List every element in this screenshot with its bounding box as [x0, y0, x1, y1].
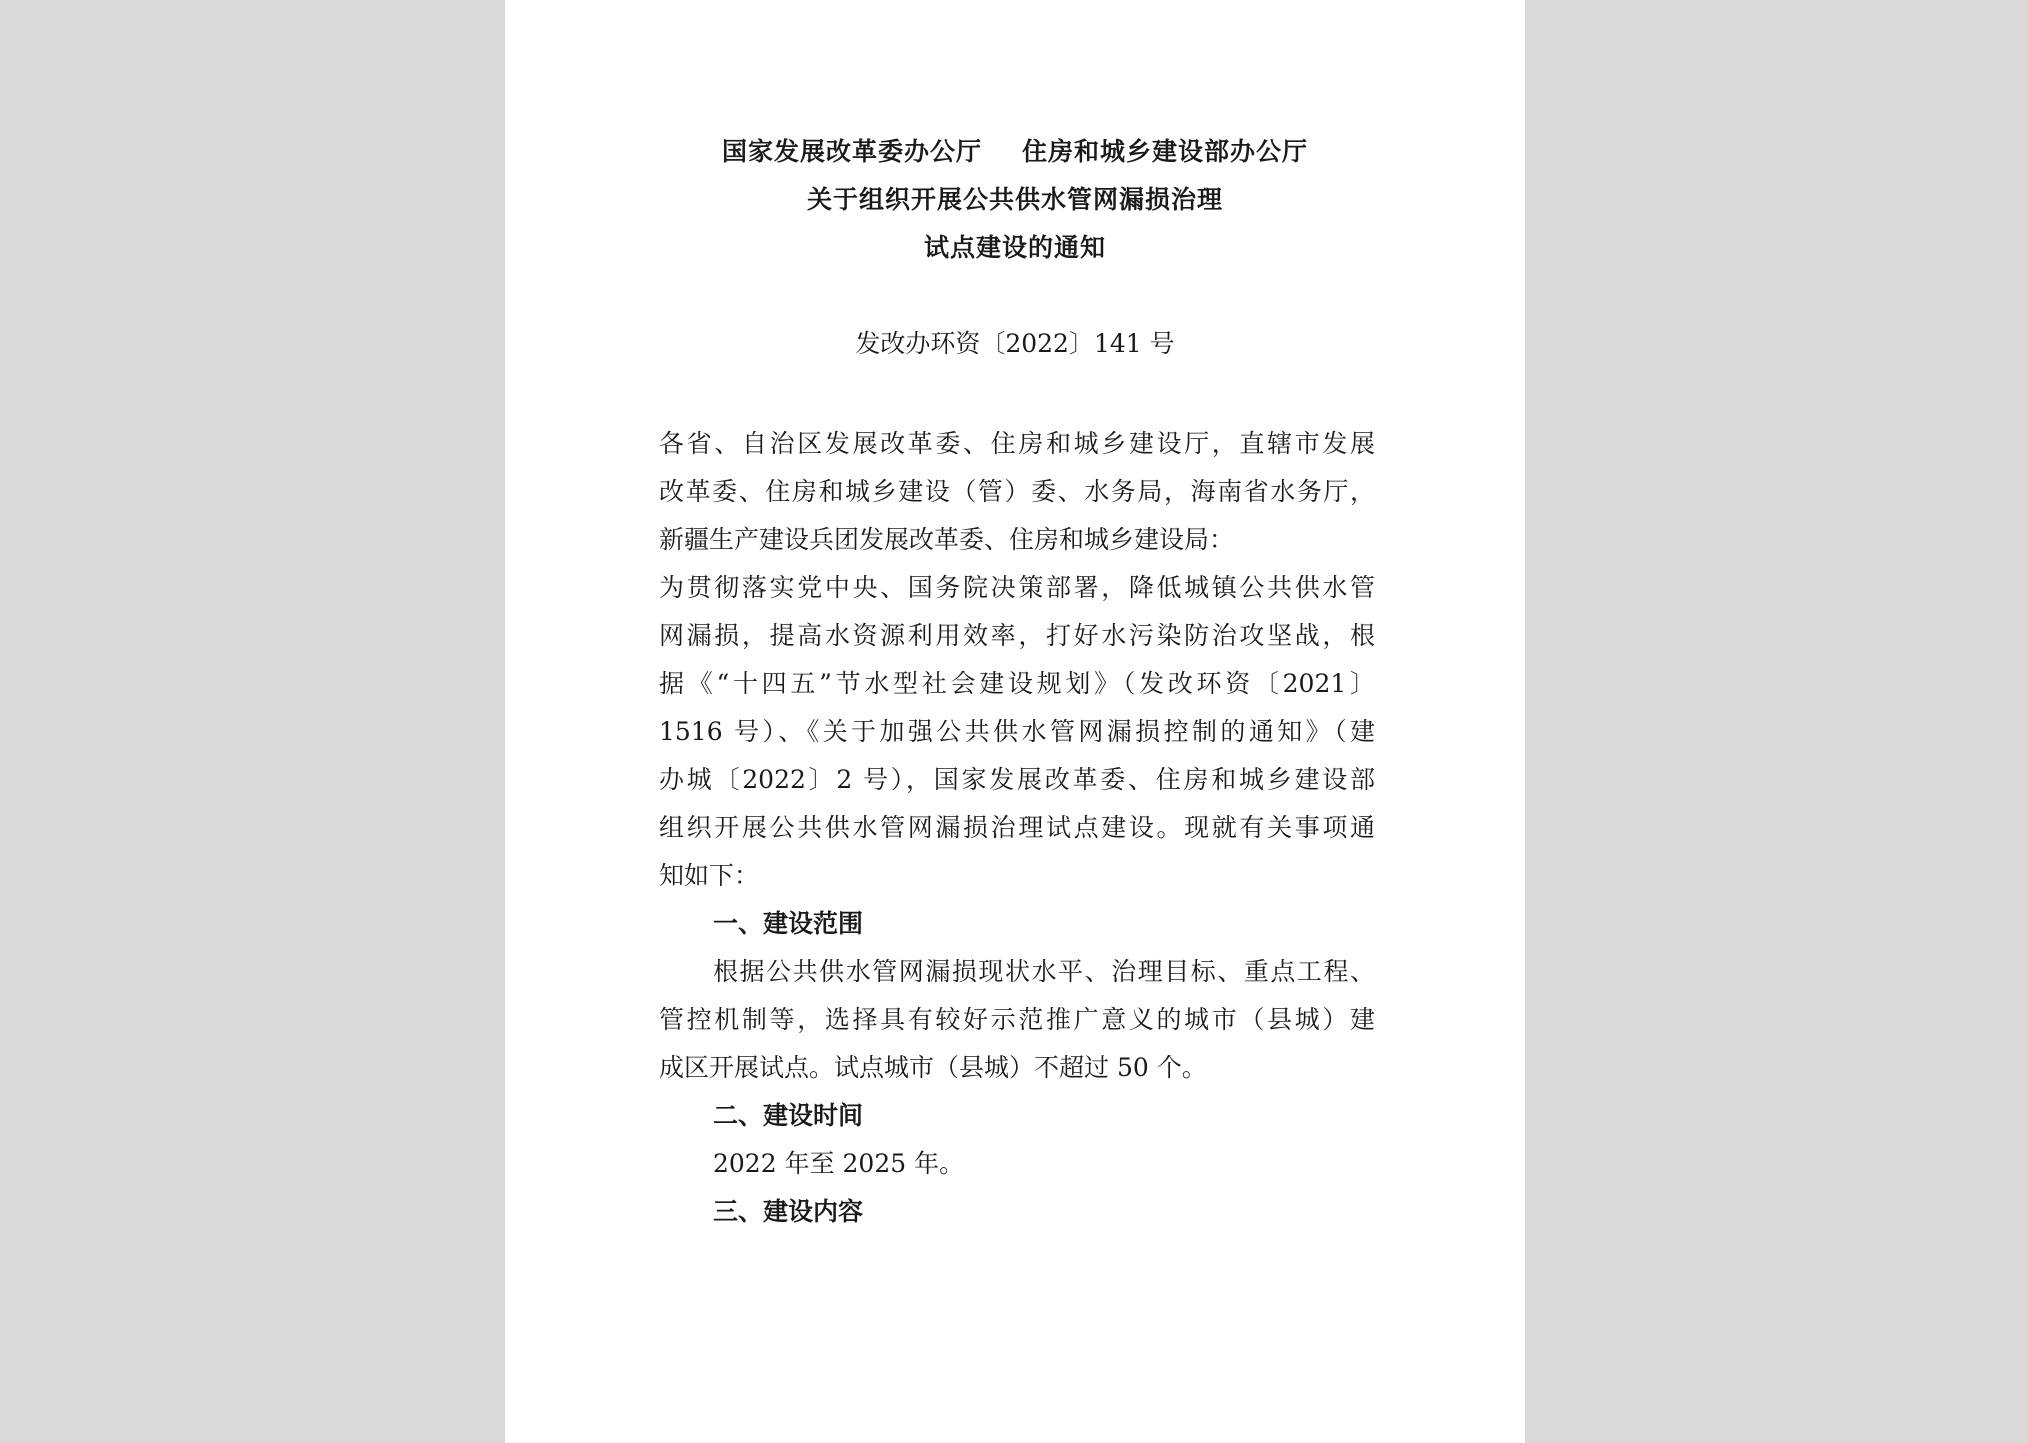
section-scope-line: 成区开展试点。试点城市（县城）不超过 50 个。: [659, 1053, 1207, 1082]
title-line-subject: 关于组织开展公共供水管网漏损治理: [806, 185, 1223, 214]
intro-line: 1516 号）、《关于加强公共供水管网漏损控制的通知》（建: [659, 717, 1375, 746]
title-line-subject-end: 试点建设的通知: [923, 233, 1106, 262]
intro-line: 知如下：: [659, 861, 760, 890]
document-number: 发改办环资〔2022〕141 号: [855, 329, 1175, 358]
addressee-line: 新疆生产建设兵团发展改革委、住房和城乡建设局：: [659, 525, 1235, 554]
title-issuer-ndrc: 国家发展改革委办公厅: [721, 137, 982, 166]
intro-line: 据《“十四五”节水型社会建设规划》（发改环资〔2021〕: [659, 669, 1375, 698]
intro-line: 办城〔2022〕2 号），国家发展改革委、住房和城乡建设部: [659, 765, 1375, 794]
section-scope-line: 管控机制等，选择具有较好示范推广意义的城市（县城）建: [659, 1005, 1375, 1034]
intro-line: 网漏损，提高水资源利用效率，打好水污染防治攻坚战，根: [659, 621, 1375, 650]
section-time-line: 2022 年至 2025 年。: [713, 1149, 965, 1178]
section-scope-line: 根据公共供水管网漏损现状水平、治理目标、重点工程、: [713, 957, 1375, 986]
addressee-line: 改革委、住房和城乡建设（管）委、水务局，海南省水务厅，: [659, 477, 1375, 506]
section-heading-content: 三、建设内容: [713, 1197, 864, 1226]
intro-line: 组织开展公共供水管网漏损治理试点建设。现就有关事项通: [659, 813, 1375, 842]
section-heading-scope: 一、建设范围: [713, 909, 864, 938]
document-body: [659, 420, 1375, 1236]
document-page: [505, 0, 1525, 1443]
addressee-line: 各省、自治区发展改革委、住房和城乡建设厅，直辖市发展: [659, 429, 1375, 458]
section-heading-time: 二、建设时间: [713, 1101, 864, 1130]
title-issuer-mohurd: 住房和城乡建设部办公厅: [1022, 137, 1309, 166]
intro-line: 为贯彻落实党中央、国务院决策部署，降低城镇公共供水管: [659, 573, 1375, 602]
title-line-issuers: [505, 128, 1525, 176]
document-title: [505, 128, 1525, 272]
